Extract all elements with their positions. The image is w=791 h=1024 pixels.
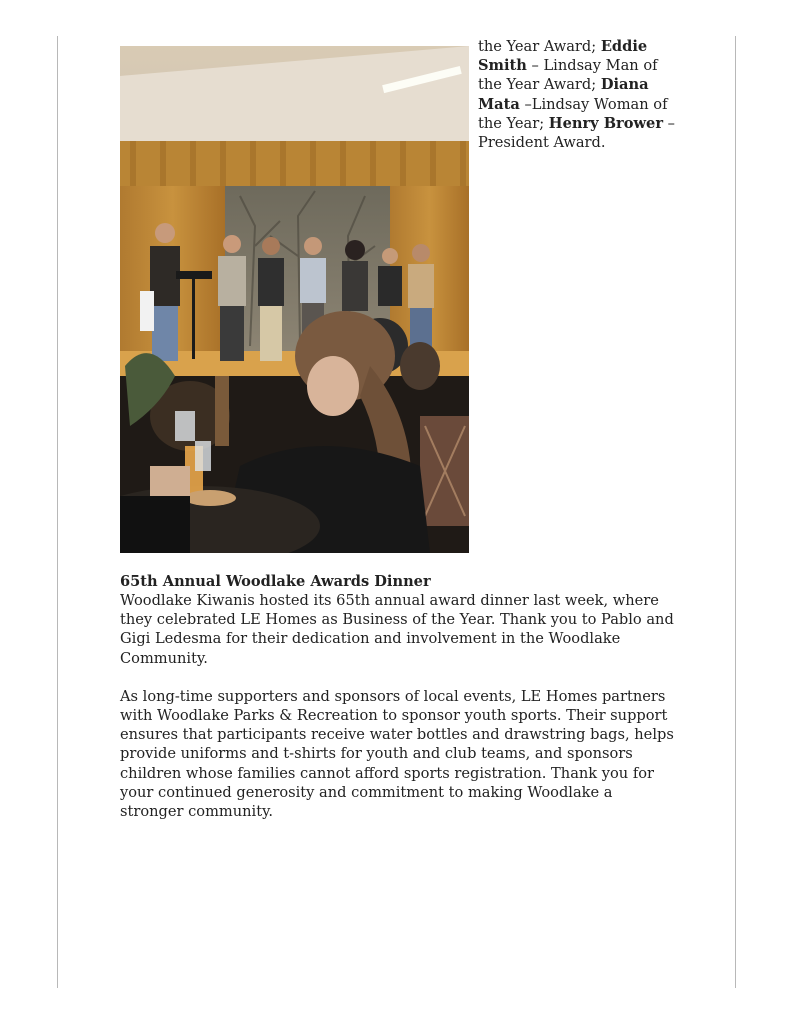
article-paragraph: Woodlake Kiwanis hosted its 65th annual award dinner last week, where they celebrated LE Homes as Business of the Year. Thank you to Pablo and Gigi Ledesma for their dedication and involvement in the Woodlake Community.	[120, 592, 674, 667]
award-text-part: –Lindsay Woman of the Year;	[478, 95, 668, 132]
right-margin-rule	[735, 36, 736, 988]
awards-dinner-photo	[120, 46, 469, 553]
article	[120, 572, 680, 840]
award-winners-continuation	[478, 37, 683, 152]
award-text-part: – Lindsay Man of the Year Award;	[478, 57, 658, 94]
article-title: 65th Annual Woodlake Awards Dinner	[120, 573, 431, 590]
award-text-part: the Year Award;	[478, 38, 601, 55]
left-margin-rule	[57, 36, 58, 988]
award-winner-name: Diana Mata	[478, 76, 649, 113]
award-winner-name: Eddie Smith	[478, 38, 648, 75]
award-text-part: – President Award.	[478, 114, 675, 152]
article-paragraph: As long-time supporters and sponsors of local events, LE Homes partners with Woodlake Parks & Recreation to sponsor youth sports. Their support ensures that participants receive water bottles and drawstring bags, helps provide uniforms and t-shirts for youth and club teams, and sponsors children whose families cannot afford sports registration. Thank you for your continued generosity and commitment to making Woodlake a stronger community.	[120, 687, 674, 821]
award-winner-name: Henry Brower	[548, 114, 664, 132]
